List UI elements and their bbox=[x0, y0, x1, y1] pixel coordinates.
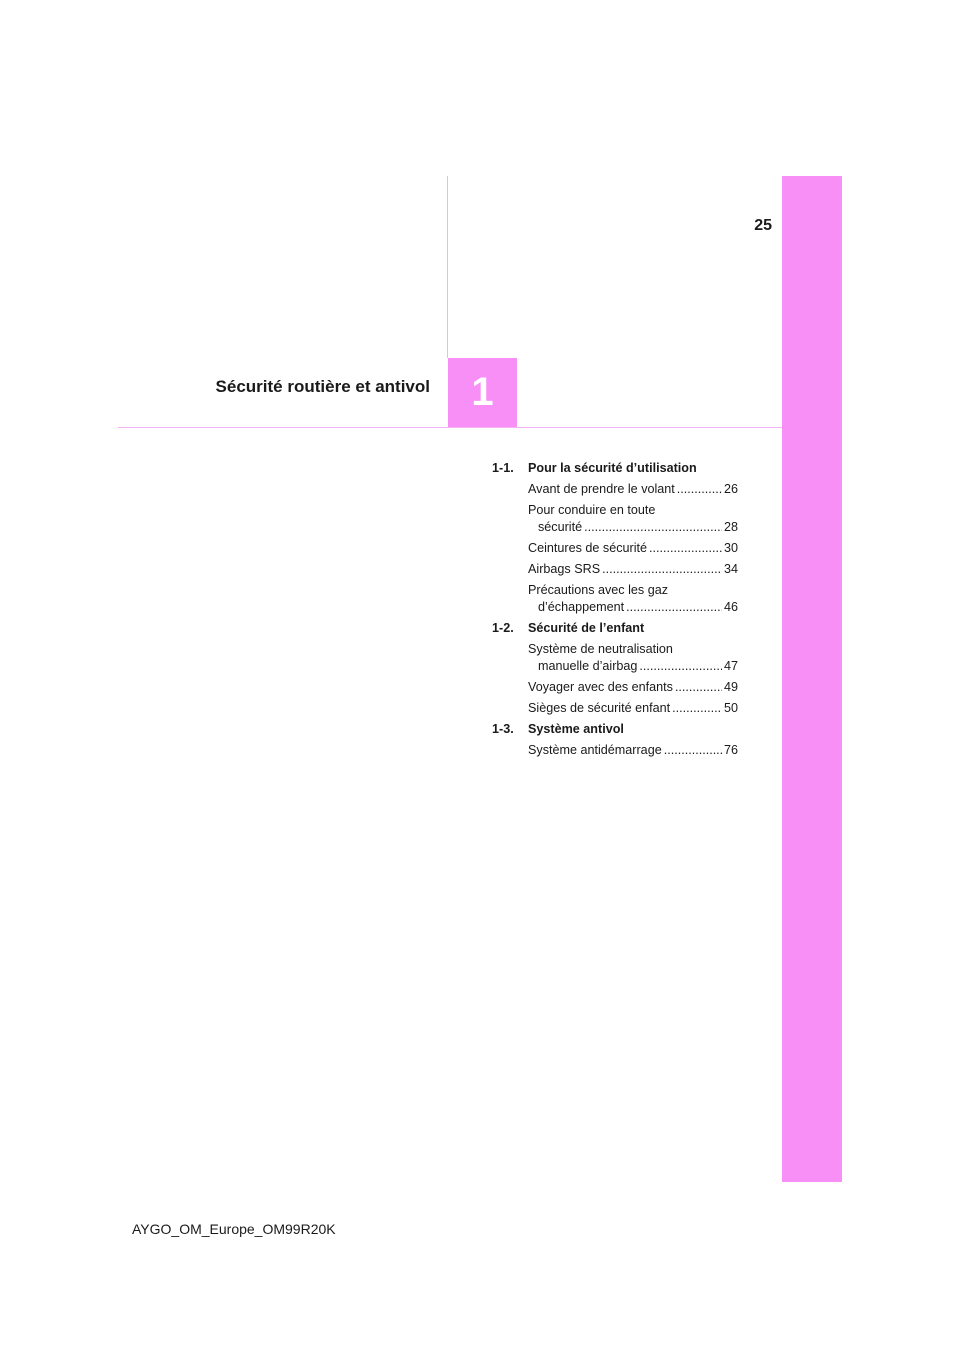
toc-entry-line bbox=[528, 641, 738, 658]
toc-section bbox=[492, 620, 738, 717]
toc-entry-page: 28 bbox=[723, 520, 738, 534]
toc-leader-dots bbox=[649, 540, 722, 557]
horizontal-divider bbox=[118, 427, 782, 428]
toc-leader-dots bbox=[675, 679, 722, 696]
toc-entry-line bbox=[528, 540, 738, 557]
toc-entry-page: 47 bbox=[723, 659, 738, 673]
chapter-side-tab bbox=[782, 176, 842, 1182]
toc-section-title: Pour la sécurité d’utilisation bbox=[528, 461, 697, 475]
toc-entry-line bbox=[528, 658, 738, 675]
toc-section bbox=[492, 721, 738, 759]
toc-entry-page: 76 bbox=[723, 743, 738, 757]
toc-entry-page: 30 bbox=[723, 541, 738, 555]
vertical-divider bbox=[447, 176, 448, 358]
toc-section-title: Sécurité de l’enfant bbox=[528, 621, 645, 635]
toc-section-heading[interactable] bbox=[492, 721, 738, 738]
toc-section-heading[interactable] bbox=[492, 460, 738, 477]
toc-entry-line bbox=[528, 582, 738, 599]
toc-entry-line bbox=[528, 700, 738, 717]
toc-entry-text: Système de neutralisation bbox=[528, 642, 673, 656]
toc-entry-line bbox=[528, 679, 738, 696]
toc-entry[interactable] bbox=[528, 481, 738, 498]
chapter-number-box bbox=[448, 358, 517, 427]
toc-entry[interactable] bbox=[528, 700, 738, 717]
toc-entry-page: 46 bbox=[723, 600, 738, 614]
toc-entry-text: Pour conduire en toute bbox=[528, 503, 656, 517]
toc-section-number: 1-3. bbox=[492, 722, 514, 736]
toc-entry-line bbox=[528, 502, 738, 519]
toc-entry[interactable] bbox=[528, 561, 738, 578]
toc-entry[interactable] bbox=[528, 742, 738, 759]
table-of-contents bbox=[492, 460, 738, 763]
toc-entry[interactable] bbox=[528, 582, 738, 616]
toc-entry-text: sécurité bbox=[538, 520, 583, 534]
toc-entry[interactable] bbox=[528, 641, 738, 675]
toc-entry-page: 50 bbox=[723, 701, 738, 715]
toc-leader-dots bbox=[602, 561, 722, 578]
toc-entry-text: manuelle d’airbag bbox=[538, 659, 638, 673]
toc-section-heading[interactable] bbox=[492, 620, 738, 637]
chapter-title: Sécurité routière et antivol bbox=[215, 377, 430, 396]
toc-section-number: 1-2. bbox=[492, 621, 514, 635]
toc-entry-line bbox=[528, 481, 738, 498]
toc-entry-line bbox=[528, 742, 738, 759]
toc-entry-text: Avant de prendre le volant bbox=[528, 482, 675, 496]
toc-entry-text: Sièges de sécurité enfant bbox=[528, 701, 671, 715]
toc-leader-dots bbox=[664, 742, 722, 759]
toc-entry[interactable] bbox=[528, 502, 738, 536]
toc-leader-dots bbox=[584, 519, 722, 536]
toc-entry-page: 49 bbox=[723, 680, 738, 694]
toc-entry-line bbox=[528, 519, 738, 536]
toc-entry-text: Système antidémarrage bbox=[528, 743, 662, 757]
toc-section-number: 1-1. bbox=[492, 461, 514, 475]
toc-entry-text: Airbags SRS bbox=[528, 562, 601, 576]
toc-entry-line bbox=[528, 599, 738, 616]
toc-entry-text: Précautions avec les gaz bbox=[528, 583, 669, 597]
page-number: 25 bbox=[754, 217, 772, 234]
toc-entry[interactable] bbox=[528, 679, 738, 696]
toc-entry-page: 26 bbox=[723, 482, 738, 496]
toc-entry-line bbox=[528, 561, 738, 578]
chapter-number: 1 bbox=[471, 370, 494, 414]
toc-leader-dots bbox=[639, 658, 722, 675]
toc-entry-text: Ceintures de sécurité bbox=[528, 541, 648, 555]
toc-entry-page: 34 bbox=[723, 562, 738, 576]
toc-entry[interactable] bbox=[528, 540, 738, 557]
toc-leader-dots bbox=[677, 481, 722, 498]
footer-document-id: AYGO_OM_Europe_OM99R20K bbox=[132, 1221, 336, 1237]
toc-entry-text: Voyager avec des enfants bbox=[528, 680, 673, 694]
toc-entry-text: d’échappement bbox=[538, 600, 625, 614]
toc-section bbox=[492, 460, 738, 616]
toc-leader-dots bbox=[672, 700, 722, 717]
toc-leader-dots bbox=[626, 599, 722, 616]
toc-section-title: Système antivol bbox=[528, 722, 624, 736]
